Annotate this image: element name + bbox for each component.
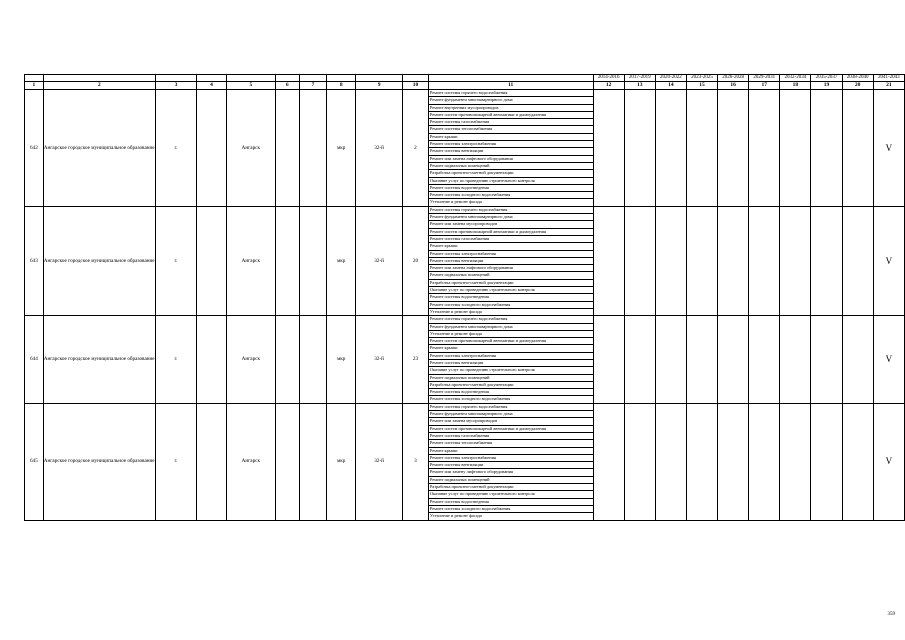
work-type: Ремонт или замена лифтового оборудования xyxy=(428,265,593,272)
period-cell xyxy=(655,403,686,520)
work-type: Утепление и ремонт фасада xyxy=(428,513,593,520)
column-number: 4 xyxy=(197,82,226,90)
period-mark: V xyxy=(873,90,904,207)
street-type: мкр xyxy=(327,90,356,207)
column-number: 10 xyxy=(403,82,429,90)
period-cell xyxy=(718,403,749,520)
work-type: Ремонт фундамента многоквартирного дома xyxy=(428,214,593,221)
column-number: 1 xyxy=(25,82,44,90)
column-number: 6 xyxy=(276,82,300,90)
work-type: Ремонт крыши xyxy=(428,133,593,140)
empty-cell xyxy=(197,316,226,404)
table-row xyxy=(25,316,905,323)
period-header: 2026-2028 xyxy=(718,75,749,82)
work-type: Ремонт или замена лифтового оборудования xyxy=(428,155,593,162)
municipality-name: Ангарское городское муниципальное образование xyxy=(43,90,155,207)
page-number: 359 xyxy=(887,612,895,617)
work-type: Ремонт системы вентиляции xyxy=(428,257,593,264)
work-type: Ремонт крыши xyxy=(428,447,593,454)
empty-cell xyxy=(276,90,300,207)
work-type: Ремонт подвальных помещений xyxy=(428,374,593,381)
period-cell xyxy=(593,316,624,404)
work-type: Ремонт системы горячего водоснабжения xyxy=(428,206,593,213)
work-type: Ремонт фундамента многоквартирного дома xyxy=(428,411,593,418)
period-header: 2017-2019 xyxy=(624,75,655,82)
settlement-name: Ангарск xyxy=(226,316,275,404)
work-type: Ремонт системы газоснабжения xyxy=(428,432,593,439)
work-type: Ремонт системы вентиляции xyxy=(428,359,593,366)
work-type: Ремонт или замена мусоропроводов xyxy=(428,221,593,228)
work-type: Разработка проектно-сметной документации xyxy=(428,170,593,177)
table-row xyxy=(25,206,905,213)
period-cell xyxy=(811,403,842,520)
work-type: Ремонт фундамента многоквартирного дома xyxy=(428,323,593,330)
period-cell xyxy=(624,206,655,315)
work-type: Ремонт системы горячего водоснабжения xyxy=(428,90,593,97)
work-type: Ремонт или замена мусоропроводов xyxy=(428,418,593,425)
period-cell xyxy=(655,90,686,207)
work-type: Разработка проектно-сметной документации xyxy=(428,381,593,388)
column-number: 16 xyxy=(718,82,749,90)
work-type: Ремонт системы электроснабжения xyxy=(428,352,593,359)
work-type: Ремонт системы теплоснабжения xyxy=(428,126,593,133)
record-number: 643 xyxy=(25,206,44,315)
period-cell xyxy=(686,206,717,315)
municipality-name: Ангарское городское муниципальное образование xyxy=(43,206,155,315)
work-type: Ремонт системы горячего водоснабжения xyxy=(428,316,593,323)
column-number: 20 xyxy=(842,82,873,90)
period-cell xyxy=(718,316,749,404)
work-type: Ремонт системы водоотведения xyxy=(428,184,593,191)
work-type: Ремонт подвальных помещений xyxy=(428,272,593,279)
period-cell xyxy=(624,403,655,520)
period-cell xyxy=(811,316,842,404)
work-type: Утепление и ремонт фасада xyxy=(428,308,593,315)
work-type: Ремонт системы вентиляции xyxy=(428,462,593,469)
work-type: Ремонт подвальных помещений xyxy=(428,162,593,169)
work-type: Ремонт системы электроснабжения xyxy=(428,454,593,461)
work-type: Ремонт системы электроснабжения xyxy=(428,141,593,148)
period-cell xyxy=(655,206,686,315)
work-type: Ремонт системы холодного водоснабжения xyxy=(428,505,593,512)
work-type: Утепление и ремонт фасада xyxy=(428,330,593,337)
work-type: Ремонт системы водоотведения xyxy=(428,498,593,505)
column-number: 5 xyxy=(226,82,275,90)
settlement-type: г. xyxy=(155,316,197,404)
work-type: Ремонт фундамента многоквартирного дома xyxy=(428,97,593,104)
house-number: 2 xyxy=(403,90,429,207)
period-mark: V xyxy=(873,206,904,315)
house-number: 3 xyxy=(403,403,429,520)
period-cell xyxy=(811,206,842,315)
work-type: Ремонт подвальных помещений xyxy=(428,476,593,483)
period-cell xyxy=(780,403,811,520)
empty-cell xyxy=(197,206,226,315)
column-number: 18 xyxy=(780,82,811,90)
house-number: 23 xyxy=(403,316,429,404)
period-cell xyxy=(842,90,873,207)
work-type: Ремонт системы газоснабжения xyxy=(428,119,593,126)
period-cell xyxy=(593,206,624,315)
work-type: Ремонт системы горячего водоснабжения xyxy=(428,403,593,410)
period-cell xyxy=(718,90,749,207)
period-mark: V xyxy=(873,316,904,404)
period-header: 2041-2043 xyxy=(873,75,904,82)
column-number: 9 xyxy=(356,82,403,90)
period-mark: V xyxy=(873,403,904,520)
record-number: 645 xyxy=(25,403,44,520)
work-type: Ремонт внутренних мусоропроводов xyxy=(428,104,593,111)
period-cell xyxy=(842,403,873,520)
work-type: Ремонт системы теплоснабжения xyxy=(428,440,593,447)
period-header: 2014-2016 xyxy=(593,75,624,82)
period-cell xyxy=(749,316,780,404)
work-type: Ремонт системы водоотведения xyxy=(428,389,593,396)
work-type: Ремонт крыши xyxy=(428,345,593,352)
settlement-name: Ангарск xyxy=(226,90,275,207)
work-type: Утепление и ремонт фасада xyxy=(428,199,593,206)
period-cell xyxy=(811,90,842,207)
period-cell xyxy=(749,206,780,315)
column-number: 19 xyxy=(811,82,842,90)
empty-cell xyxy=(299,403,327,520)
period-cell xyxy=(842,206,873,315)
column-number: 8 xyxy=(327,82,356,90)
empty-cell xyxy=(299,90,327,207)
empty-cell xyxy=(299,206,327,315)
column-number: 21 xyxy=(873,82,904,90)
work-type: Оказание услуг по проведению строительного контроля xyxy=(428,367,593,374)
settlement-type: г. xyxy=(155,90,197,207)
period-cell xyxy=(780,316,811,404)
period-cell xyxy=(624,316,655,404)
work-type: Ремонт системы электроснабжения xyxy=(428,250,593,257)
period-header: 2029-2031 xyxy=(749,75,780,82)
period-cell xyxy=(655,316,686,404)
period-header-row xyxy=(25,75,905,82)
empty-cell xyxy=(276,206,300,315)
street-type: мкр xyxy=(327,403,356,520)
column-number: 7 xyxy=(299,82,327,90)
period-cell xyxy=(686,403,717,520)
period-cell xyxy=(780,90,811,207)
work-type: Ремонт системы холодного водоснабжения xyxy=(428,301,593,308)
empty-cell xyxy=(276,316,300,404)
period-header: 2020-2022 xyxy=(655,75,686,82)
column-number: 11 xyxy=(428,82,593,90)
work-type: Ремонт систем противопожарной автоматики и дымоудаления xyxy=(428,228,593,235)
work-type: Ремонт систем противопожарной автоматики и дымоудаления xyxy=(428,425,593,432)
column-number-row xyxy=(25,82,905,90)
work-type: Ремонт системы холодного водоснабжения xyxy=(428,192,593,199)
street-name: 32-й xyxy=(356,403,403,520)
column-number: 15 xyxy=(686,82,717,90)
empty-cell xyxy=(197,90,226,207)
period-header: 2023-2025 xyxy=(686,75,717,82)
work-type: Ремонт системы газоснабжения xyxy=(428,235,593,242)
period-cell xyxy=(718,206,749,315)
period-cell xyxy=(842,316,873,404)
period-cell xyxy=(593,90,624,207)
street-type: мкр xyxy=(327,206,356,315)
work-type: Ремонт крыши xyxy=(428,243,593,250)
street-type: мкр xyxy=(327,316,356,404)
column-number: 17 xyxy=(749,82,780,90)
column-number: 13 xyxy=(624,82,655,90)
settlement-type: г. xyxy=(155,206,197,315)
empty-cell xyxy=(276,403,300,520)
period-header: 2038-2040 xyxy=(842,75,873,82)
street-name: 32-й xyxy=(356,206,403,315)
empty-cell xyxy=(197,403,226,520)
period-cell xyxy=(749,403,780,520)
work-type: Ремонт или замену лифтового оборудования xyxy=(428,469,593,476)
record-number: 642 xyxy=(25,90,44,207)
period-cell xyxy=(749,90,780,207)
settlement-type: г. xyxy=(155,403,197,520)
work-type: Оказание услуг по проведению строительного контроля xyxy=(428,491,593,498)
work-type: Оказание услуг по проведению строительного контроля xyxy=(428,177,593,184)
work-type: Оказание услуг по проведению строительного контроля xyxy=(428,287,593,294)
period-header: 2035-2037 xyxy=(811,75,842,82)
work-type: Ремонт системы водоотведения xyxy=(428,294,593,301)
record-number: 644 xyxy=(25,316,44,404)
period-cell xyxy=(593,403,624,520)
column-number: 14 xyxy=(655,82,686,90)
column-number: 2 xyxy=(43,82,155,90)
work-type: Разработка проектно-сметной документации xyxy=(428,279,593,286)
municipality-name: Ангарское городское муниципальное образование xyxy=(43,316,155,404)
settlement-name: Ангарск xyxy=(226,403,275,520)
settlement-name: Ангарск xyxy=(226,206,275,315)
work-type: Ремонт систем противопожарной автоматики и дымоудаления xyxy=(428,338,593,345)
municipality-name: Ангарское городское муниципальное образование xyxy=(43,403,155,520)
work-type: Ремонт системы холодного водоснабжения xyxy=(428,396,593,403)
column-number: 3 xyxy=(155,82,197,90)
capital-repair-table xyxy=(24,74,905,521)
work-type: Ремонт систем противопожарной автоматики и дымоудаления xyxy=(428,111,593,118)
empty-cell xyxy=(299,316,327,404)
table-row xyxy=(25,403,905,410)
work-type: Ремонт системы вентиляции xyxy=(428,148,593,155)
column-number: 12 xyxy=(593,82,624,90)
period-cell xyxy=(686,316,717,404)
house-number: 20 xyxy=(403,206,429,315)
street-name: 32-й xyxy=(356,90,403,207)
period-cell xyxy=(624,90,655,207)
street-name: 32-й xyxy=(356,316,403,404)
work-type: Разработка проектно-сметной документации xyxy=(428,484,593,491)
table-row xyxy=(25,90,905,97)
period-header: 2032-2034 xyxy=(780,75,811,82)
period-cell xyxy=(686,90,717,207)
period-cell xyxy=(780,206,811,315)
